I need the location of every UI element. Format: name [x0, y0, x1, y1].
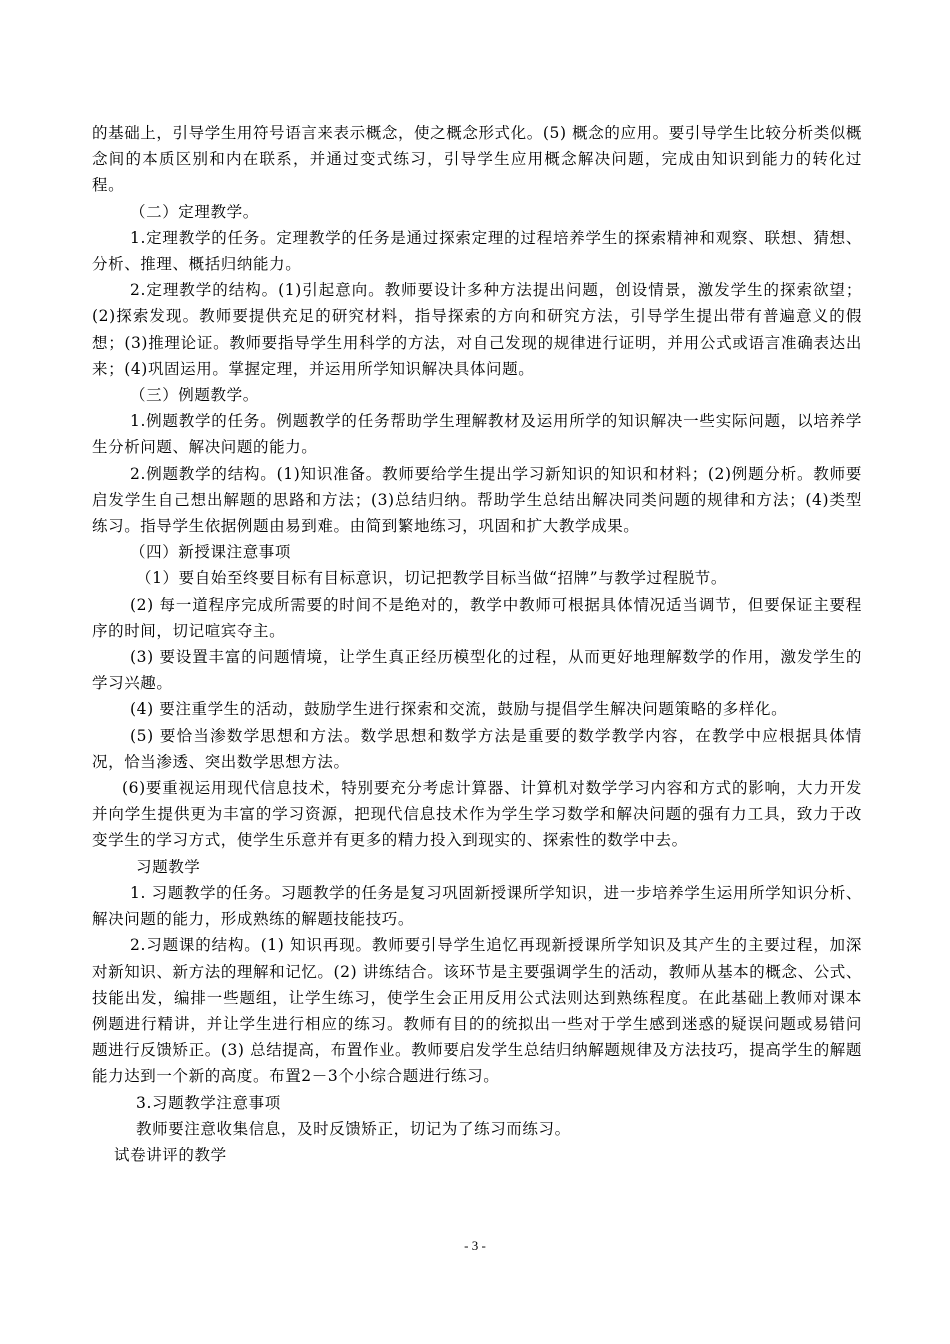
section-heading: 试卷讲评的教学 [114, 1145, 227, 1164]
list-item: (5) 要恰当渗数学思想和方法。数学思想和数学方法是重要的数学教学内容，在教学中应根据具体情况，恰当渗透、突出数学思想方法。 [92, 726, 862, 771]
body-text [92, 120, 862, 1168]
list-item: (4) 要注重学生的活动，鼓励学生进行探索和交流，鼓励与提倡学生解决问题策略的多样化。 [130, 700, 788, 719]
paragraph: 2.习题课的结构。(1) 知识再现。教师要引导学生追忆再现新授课所学知识及其产生的主要过程，加深对新知识、新方法的理解和记忆。(2) 讲练结合。该环节是主要强调学生的活动，教师从基本的概念、公式、技能出发，编排一些题组，让学生练习，使学生会正用反用公式法则达到熟练程度。在此基础上教师对课本例题进行精讲，并让学生进行相应的练习。教师有目的的统拟出一些对于学生感到迷惑的疑误问题或易错问题进行反馈矫正。(3) 总结提高，布置作业。教师要启发学生总结归纳解题规律及方法技巧，提高学生的解题能力达到一个新的高度。布置2－3个小综合题进行练习。 [92, 936, 862, 1086]
list-item: (2) 每一道程序完成所需要的时间不是绝对的，教学中教师可根据具体情况适当调节，但要保证主要程序的时间，切记喧宾夺主。 [92, 595, 862, 640]
page-number: - 3 - [464, 1238, 486, 1253]
list-item: （1）要自始至终要目标有目标意识，切记把教学目标当做“招牌”与教学过程脱节。 [136, 569, 728, 588]
paragraph: 1. 习题教学的任务。习题教学的任务是复习巩固新授课所学知识，进一步培养学生运用所学知识分析、解决问题的能力，形成熟练的解题技能技巧。 [92, 883, 862, 929]
paragraph: 2.定理教学的结构。(1)引起意向。教师要设计多种方法提出问题，创设情景，激发学生的探索欲望；(2)探索发现。教师要提供充足的研究材料，指导探索的方向和研究方法，引导学生提出带有普遍意义的假想；(3)推理论证。教师要指导学生用科学的方法，对自己发现的规律进行证明，并用公式或语言准确表达出来；(4)巩固运用。掌握定理，并运用所学知识解决具体问题。 [92, 281, 862, 378]
list-item: (3) 要设置丰富的问题情境，让学生真正经历模型化的过程，从而更好地理解数学的作用，激发学生的学习兴趣。 [92, 648, 862, 693]
section-heading: （三）例题教学。 [130, 386, 259, 405]
paragraph: 的基础上，引导学生用符号语言来表示概念，使之概念形式化。(5) 概念的应用。要引导学生比较分析类似概念间的本质区别和内在联系，并通过变式练习，引导学生应用概念解决问题，完成由知识到能力的转化过程。 [92, 124, 862, 195]
paragraph: 教师要注意收集信息，及时反馈矫正，切记为了练习而练习。 [136, 1119, 571, 1138]
paragraph: 2.例题教学的结构。(1)知识准备。教师要给学生提出学习新知识的知识和材料；(2)例题分析。教师要启发学生自己想出解题的思路和方法；(3)总结归纳。帮助学生总结出解决同类问题的规律和方法；(4)类型练习。指导学生依据例题由易到难。由简到繁地练习，巩固和扩大教学成果。 [92, 464, 862, 536]
paragraph: 1.定理教学的任务。定理教学的任务是通过探索定理的过程培养学生的探索精神和观察、联想、猜想、分析、推理、概括归纳能力。 [92, 228, 862, 274]
section-heading: 习题教学 [136, 857, 201, 876]
section-heading: （二）定理教学。 [130, 202, 259, 221]
section-heading: （四）新授课注意事项 [130, 543, 292, 562]
paragraph: 1.例题教学的任务。例题教学的任务帮助学生理解教材及运用所学的知识解决一些实际问题，以培养学生分析问题、解决问题的能力。 [92, 412, 862, 457]
list-item: (6)要重视运用现代信息技术，特别要充分考虑计算器、计算机对数学学习内容和方式的影响，大力开发并向学生提供更为丰富的学习资源，把现代信息技术作为学生学习数学和解决问题的强有力工具，致力于改变学生的学习方式，使学生乐意并有更多的精力投入到现实的、探索性的数学中去。 [92, 779, 862, 850]
section-heading: 3.习题教学注意事项 [136, 1093, 281, 1112]
